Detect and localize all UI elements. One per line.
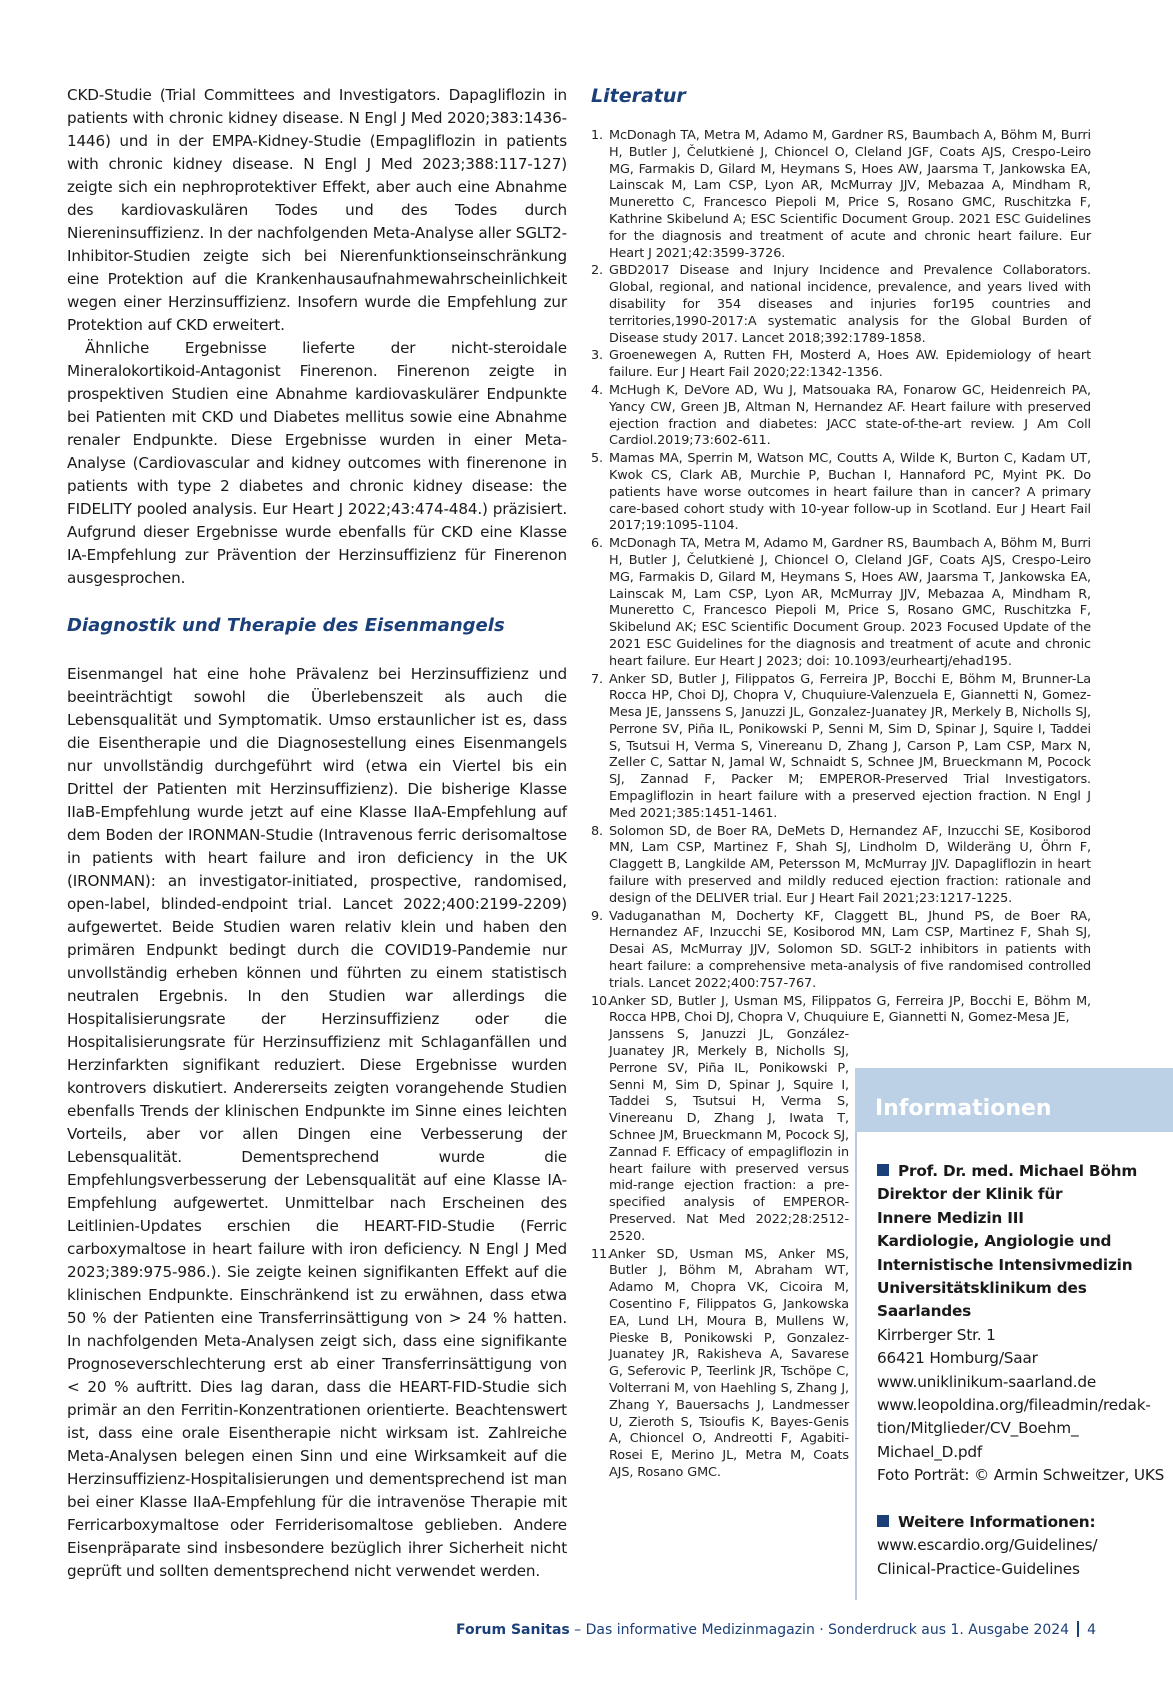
reference-text: Solomon SD, de Boer RA, DeMets D, Hernandez AF, Inzucchi SE, Kosiborod MN, Lam CSP, Martinez F, Shah SJ, Lindholm D, Wilderäng U, Öhrn F, Claggett B, Langkilde AM, Petersson M, McMurray JJV. Dapagliflozin in heart failure with preserved and mildly reduced ejection fraction: rationale and design of the DELIVER trial. Eur J Heart Fail 2021;23:1217-1225.	[609, 823, 1091, 906]
reference-number: 10.	[591, 993, 612, 1009]
cv-link-line[interactable]: Michael_D.pdf	[877, 1442, 983, 1461]
reference-item	[591, 1247, 849, 1482]
reference-text: McDonagh TA, Metra M, Adamo M, Gardner RS, Baumbach A, Böhm M, Burri H, Butler J, Čelutkienė J, Chioncel O, Cleland JGF, Coats AJS, Crespo-Leiro MG, Farmakis D, Gilard M, Heymans S, Hoes AW, Jaarsma T, Jankowska EA, Lainscak M, Lam CSP, Lyon AR, McMurray JJV, Mebazaa A, Mindham R, Muneretto C, Francesco Piepoli M, Price S, Rosano GMC, Ruschitzka F, Kathrine Skibelund A; ESC Scientific Document Group. 2021 ESC Guidelines for the diagnosis and treatment of acute and chronic heart failure. Eur Heart J 2021;42:3599-3726.	[609, 128, 1091, 261]
reference-text: McHugh K, DeVore AD, Wu J, Matsouaka RA, Fonarow GC, Heidenreich PA, Yancy CW, Green JB, Altman N, Hernandez AF. Heart failure with preserved ejection fraction and diabetes: JACC state-of-the-art review. J Am Coll Cardiol.2019;73:602-611.	[609, 382, 1091, 449]
reference-number: 2.	[591, 263, 604, 279]
footer-text: – Das informative Medizinmagazin · Sonderdruck aus 1. Ausgabe 2024	[569, 1622, 1070, 1638]
section-heading-iron-deficiency: Diagnostik und Therapie des Eisenmangels	[67, 615, 505, 636]
reference-text: Anker SD, Usman MS, Anker MS, Butler J, Böhm M, Abraham WT, Adamo M, Chopra VK, Cicoira M, Cosentino F, Filippatos G, Jankowska EA, Lund LH, Moura B, Mullens W, Pieske B, Ponikowski P, Gonzalez-Juanatey JR, Rakisheva A, Savarese G, Seferovic P, Teerlink JR, Tschöpe C, Volterrani M, von Haehling S, Zhang J, Zhang Y, Bauersachs J, Landmesser U, Zieroth S, Tsioufis K, Bayes-Genis A, Chioncel O, Andreotti F, Agabiti-Rosei E, Merino JL, Metra M, Coats AJS, Rosano GMC.	[609, 1246, 849, 1480]
page-footer	[0, 1620, 1173, 1640]
reference-item	[591, 128, 1091, 262]
reference-number: 3.	[591, 348, 604, 364]
reference-item	[591, 909, 1091, 993]
info-box-divider	[855, 1132, 857, 1600]
reference-text: Anker SD, Butler J, Filippatos G, Ferreira JP, Bocchi E, Böhm M, Brunner-La Rocca HP, Choi DJ, Chopra V, Chuquiure-Valenzuela E, Giannetti N, Gomez-Mesa JE, Janssens S, Januzzi JL, Gonzalez-Juanatey JR, Merkely B, Nicholls SJ, Perrone SV, Piña IL, Ponikowski P, Senni M, Sim D, Spinar J, Squire I, Taddei S, Tsutsui H, Verma S, Vinereanu D, Zhang J, Carson P, Lam CSP, Marx N, Zeller C, Sattar N, Jamal W, Schnaidt S, Schnee JM, Brueckmann M, Pocock SJ, Zannad F, Packer M; EMPEROR-Preserved Trial Investigators. Empagliflozin in heart failure with a preserved ejection fraction. N Engl J Med 2021;385:1451-1461.	[609, 671, 1091, 821]
reference-item	[591, 383, 1091, 450]
reference-text: Vaduganathan M, Docherty KF, Claggett BL, Jhund PS, de Boer RA, Hernandez AF, Inzucchi SE, Kosiborod MN, Lam CSP, Martinez F, Shah SJ, Desai AS, McMurray JJV, Solomon SD. SGLT-2 inhibitors in patients with heart failure: a comprehensive meta-analysis of five randomised controlled trials. Lancet 2022;400:757-767.	[609, 908, 1091, 991]
photo-credit: Foto Porträt: © Armin Schweitzer, UKS	[877, 1466, 1165, 1485]
paragraph-finerenon: Ähnliche Ergebnisse lieferte der nicht-steroidale Mineralokortikoid-Antagonist Finerenon. Finerenon zeigte in prospektiven Studien eine Abnahme kardiovaskulärer Endpunkte bei Patienten mit CKD und Diabetes mellitus sowie eine Abnahme renaler Endpunkte. Diese Ergebnisse wurden in einer Meta-Analyse (Cardiovascular and kidney outcomes with finerenone in patients with type 2 diabetes and chronic kidney disease: the FIDELITY pooled analysis. Eur Heart J 2022;43:474-484.) präzisiert. Aufgrund dieser Ergebnisse wurde ebenfalls für CKD eine Klasse IA-Empfehlung zur Prävention der Herzinsuffizienz für Finerenon ausgesprochen.	[67, 339, 567, 587]
more-info-label: Weitere Informationen:	[877, 1511, 1173, 1534]
reference-item	[591, 672, 1091, 823]
info-box-header	[855, 1068, 1173, 1132]
footer-brand: Forum Sanitas	[456, 1622, 570, 1638]
main-text-column	[67, 84, 567, 1583]
reference-item	[591, 348, 1091, 382]
cv-link-line[interactable]: www.leopoldina.org/fileadmin/redak-	[877, 1396, 1151, 1415]
cv-link-line[interactable]: tion/Mitglieder/CV_Boehm_	[877, 1419, 1079, 1438]
address-street: Kirrberger Str. 1	[877, 1325, 996, 1344]
reference-number: 1.	[591, 128, 604, 143]
reference-text-continued: Janssens S, Januzzi JL, González-Juanatey JR, Merkely B, Nicholls SJ, Perrone SV, Piña IL, Ponikowski P, Senni M, Sim D, Spinar J, Squire I, Taddei S, Tsutsui H, Verma S, Vinereanu D, Zhang J, Iwata T, Schnee JM, Brueckmann M, Pocock SJ, Zannad F. Efficacy of empagliflozin in heart failure with preserved versus mid-range ejection fraction: a pre-specified analysis of EMPEROR-Preserved. Nat Med 2022;28:2512-2520.	[609, 1027, 849, 1244]
references-heading: Literatur	[591, 85, 686, 107]
address-city: 66421 Homburg/Saar	[877, 1349, 1038, 1368]
reference-number: 8.	[591, 823, 604, 839]
reference-text: Anker SD, Butler J, Usman MS, Filippatos G, Ferreira JP, Bocchi E, Böhm M, Rocca HPB, Choi DJ, Chopra V, Chuquiure E, Giannetti N, Gomez-Mesa JE,	[609, 993, 1091, 1026]
reference-item	[591, 451, 1091, 535]
reference-number: 11.	[591, 1246, 612, 1262]
square-bullet-icon	[877, 1164, 889, 1176]
square-bullet-icon	[877, 1515, 889, 1527]
reference-item	[591, 536, 1091, 670]
guidelines-link-line[interactable]: www.escardio.org/Guidelines/	[877, 1536, 1098, 1555]
paragraph-iron-therapy: Eisenmangel hat eine hohe Prävalenz bei Herzinsuffizienz und beeinträchtigt sowohl die Überlebenszeit als auch die Lebensqualität und Symptomatik. Umso erstaunlicher ist es, dass die Eisentherapie und die Diagnosestellung eines Eisenmangels nur unvollständig durchgeführt wird (etwa ein Viertel bis ein Drittel der Patienten mit Herzinsuffizienz). Die bisherige Klasse IIaB-Empfehlung wurde jetzt auf eine Klasse IIaA-Empfehlung auf dem Boden der IRONMAN-Studie (Intravenous ferric derisomaltose in patients with heart failure and iron deficiency in the UK (IRONMAN): an investigator-initiated, prospective, randomised, open-label, blinded-endpoint trial. Lancet 2022;400:2199-2209) aufgewertet. Beide Studien waren relativ klein und haben den primären Endpunkt bedingt durch die COVID19-Pandemie nur unvollständig erheben können und führten zu einem statistisch neutralen Ergebnis. In den Studien war allerdings die Hospitalisierungsrate der Herzinsuffizienz oder die Hospitalisierungsrate für Herzinsuffizienz mit Schlaganfällen und Herzinfarkten signifikant reduziert. Diese Ergebnisse wurden kontrovers diskutiert. Andererseits zeigten vorangehende Studien ebenfalls Trends der klinischen Endpunkte im Sinne eines leichten Vorteils, aber vor allen Dingen eine Verbesserung der Lebensqualität. Dementsprechend wurde die Empfehlungsverbesserung der Lebensqualität auf eine Klasse IA-Empfehlung aufgewertet. Unmittelbar nach Erscheinen des Leitlinien-Updates erschien die HEART-FID-Studie (Ferric carboxymaltose in heart failure with iron deficiency. N Engl J Med 2023;389:975-986.). Sie zeigte keinen signifikanten Effekt auf die klinischen Endpunkte. Einschränkend ist zu erwähnen, dass etwa 50 % der Patienten eine Transferrinsättigung von > 24 % hatten. In nachfolgenden Meta-Analysen zeigt sich, dass eine signifikante Prognoseverschlechterung erst ab einer Transferrinsättigung von < 20 % auftritt. Dies lag daran, dass die HEART-FID-Studie sich primär an den Ferritin-Konzentrationen orientierte. Beachtenswert ist, dass eine orale Eisentherapie nicht wirksam ist. Zahlreiche Meta-Analysen belegen einen Sinn und eine Wirksamkeit auf die Herzinsuffizienz-Hospitalisierungen und dementsprechend ist man bei einer Klasse IIaA-Empfehlung für die intravenöse Therapie mit Ferricarboxymaltose oder Ferriderisomaltose geblieben. Andere Eisenpräparate sind insbesondere bezüglich ihrer Sicherheit nicht geprüft und sollten dementsprechend nicht verwendet werden.	[67, 665, 567, 1580]
reference-text: GBD2017 Disease and Injury Incidence and Prevalence Collaborators. Global, regional, and national incidence, prevalence, and years lived with disability for 354 diseases and injuries for195 countries and territories,1990-2017:A systematic analysis for the Global Burden of Disease study 2017. Lancet 2018;392:1789-1858.	[609, 263, 1091, 346]
info-box-body	[877, 1160, 1173, 1581]
reference-item	[591, 824, 1091, 908]
reference-number: 9.	[591, 908, 604, 924]
reference-text: Groenewegen A, Rutten FH, Mosterd A, Hoes AW. Epidemiology of heart failure. Eur J Heart Fail 2020;22:1342-1356.	[609, 348, 1091, 381]
guidelines-link-line[interactable]: Clinical-Practice-Guidelines	[877, 1559, 1080, 1578]
author-title-line: Direktor der Klinik für	[877, 1185, 1063, 1204]
reference-number: 6.	[591, 536, 604, 552]
reference-text: Mamas MA, Sperrin M, Watson MC, Coutts A, Wilde K, Burton C, Kadam UT, Kwok CS, Clark AB, Murchie P, Buchan I, Hannaford PC, Myint PK. Do patients have worse outcomes in heart failure than in cancer? A primary care-based cohort study with 10-year follow-up in Scotland. Eur J Heart Fail 2017;19:1095-1104.	[609, 451, 1091, 534]
footer-separator	[1077, 1621, 1079, 1637]
author-title-line: Kardiologie, Angiologie und	[877, 1232, 1112, 1251]
paragraph-ckd-studies: CKD-Studie (Trial Committees and Investigators. Dapagliflozin in patients with chronic kidney disease. N Engl J Med 2020;383:1436-1446) und in der EMPA-Kidney-Studie (Empagliflozin in patients with chronic kidney disease. N Engl J Med 2023;388:117-127) zeigte sich ein nephroprotektiver Effekt, aber auch eine Abnahme des kardiovaskulären Todes und des Todes durch Niereninsuffizienz. In der nachfolgenden Meta-Analyse aller SGLT2-Inhibitor-Studien zeigte sich bei Nierenfunktionseinschränkung eine Protektion auf die Krankenhausaufnahmewahrscheinlichkeit wegen einer Herzinsuffizienz. Insofern wurde die Empfehlung zur Protektion auf CKD erweitert.	[67, 86, 567, 334]
reference-item	[591, 263, 1091, 347]
reference-number: 5.	[591, 451, 604, 467]
author-title-line: Universitätsklinikum des Saarlandes	[877, 1279, 1087, 1321]
info-box	[855, 1068, 1173, 1600]
author-name: Prof. Dr. med. Michael Böhm	[877, 1160, 1173, 1183]
reference-number: 4.	[591, 382, 604, 398]
website-link[interactable]: www.uniklinikum-saarland.de	[877, 1372, 1097, 1391]
page-number: 4	[1087, 1622, 1096, 1638]
reference-number: 7.	[591, 671, 604, 687]
reference-text: McDonagh TA, Metra M, Adamo M, Gardner RS, Baumbach A, Böhm M, Burri H, Butler J, Čelutkienė J, Chioncel O, Cleland JGF, Coats AJS, Crespo-Leiro MG, Farmakis D, Gilard M, Heymans S, Hoes AW, Jaarsma T, Jankowska EA, Lainscak M, Lam CSP, Lyon AR, McMurray JJV, Mebazaa A, Mindham R, Muneretto C, Francesco Piepoli M, Price S, Rosano GMC, Ruschitzka F, Skibelund AK; ESC Scientific Document Group. 2023 Focused Update of the 2021 ESC Guidelines for the diagnosis and treatment of acute and chronic heart failure. Eur Heart J 2023; doi: 10.1093/eurheartj/ehad195.	[609, 536, 1091, 669]
spacer	[877, 1488, 1173, 1511]
info-box-title: Informationen	[875, 1096, 1052, 1121]
author-title-line: Innere Medizin III	[877, 1208, 1024, 1227]
author-title-line: Internistische Intensivmedizin	[877, 1255, 1133, 1274]
